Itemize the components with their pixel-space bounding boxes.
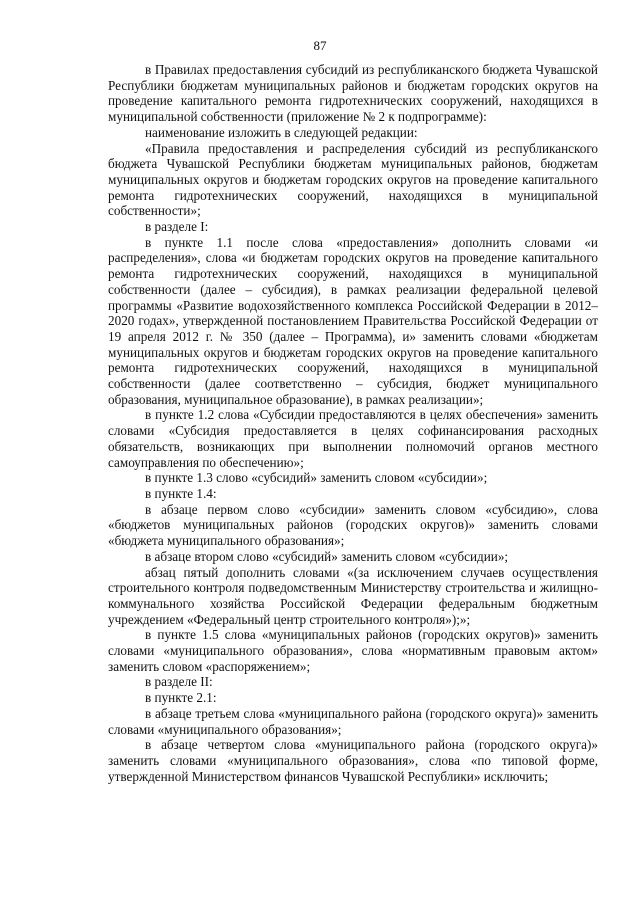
paragraph: в пункте 1.4: <box>145 485 217 501</box>
page-number: 87 <box>313 38 327 53</box>
paragraph: в пункте 1.2 слова «Субсидии предоставляются в целях обеспечения» заменить словами «Субсидия предоставляется в целях софинансирования расходных обязательств, возникающих при выполнении полномочий органов местного самоуправления по обеспечению»; <box>108 407 598 470</box>
paragraph: в абзаце первом слово «субсидии» заменить словом «субсидию», слова «бюджетов муниципальных районов (городских округов)» заменить словами «бюджета муниципального образования»; <box>108 501 598 549</box>
paragraph: в Правилах предоставления субсидий из республиканского бюджета Чувашской Республики бюджетам муниципальных районов и бюджетам городских округов на проведение капитального ремонта гидротехнических сооружений, находящихся в муниципальной собственности (приложение № 2 к подпрограмме): <box>108 62 598 125</box>
paragraph: в пункте 2.1: <box>145 690 217 706</box>
paragraph: в разделе II: <box>145 674 213 690</box>
paragraph: в пункте 1.3 слово «субсидий» заменить словом «субсидии»; <box>145 470 488 486</box>
paragraph: «Правила предоставления и распределения субсидий из республиканского бюджета Чувашской Республики бюджетам муниципальных районов, бюджетам муниципальных округов и бюджетам городских округов на проведение капитального ремонта гидротехнических сооружений, находящихся в муниципальной собственности»; <box>108 140 598 219</box>
paragraph: в разделе I: <box>145 219 209 235</box>
paragraph: абзац пятый дополнить словами «(за исключением случаев осуществления строительного контроля подведомственным Министерству строительства и жилищно-коммунального хозяйства Российской Федерации федеральным бюджетным учреждением «Федеральный центр строительного контроля»);»; <box>108 564 598 627</box>
paragraph: наименование изложить в следующей редакции: <box>145 124 418 140</box>
paragraph: в абзаце третьем слова «муниципального района (городского округа)» заменить словами «муниципального образования»; <box>108 705 598 737</box>
document-body <box>108 62 598 784</box>
paragraph: в абзаце втором слово «субсидий» заменить словом «субсидии»; <box>145 548 509 564</box>
paragraph: в абзаце четвертом слова «муниципального района (городского округа)» заменить словами «муниципального образования», слова «по типовой форме, утвержденной Министерством финансов Чувашской Республики» исключить; <box>108 737 598 784</box>
paragraph: в пункте 1.1 после слова «предоставления» дополнить словами «и распределения», слова «и бюджетам городских округов на проведение капитального ремонта гидротехнических сооружений, находящихся в муниципальной собственности (далее – субсидия), в рамках реализации федеральной целевой программы «Развитие водохозяйственного комплекса Российской Федерации в 2012–2020 годах», утвержденной постановлением Правительства Российской Федерации от 19 апреля 2012 г. № 350 (далее – Программа), и» заменить словами «бюджетам муниципальных округов и бюджетам городских округов на проведение капитального ремонта гидротехнических сооружений, находящихся в муниципальной собственности (далее соответственно – субсидия, бюджет муниципального образования, муниципальное образование), в рамках реализации»; <box>108 234 598 407</box>
paragraph: в пункте 1.5 слова «муниципальных районов (городских округов)» заменить словами «муниципального образования», слова «нормативным правовым актом» заменить словом «распоряжением»; <box>108 627 598 674</box>
